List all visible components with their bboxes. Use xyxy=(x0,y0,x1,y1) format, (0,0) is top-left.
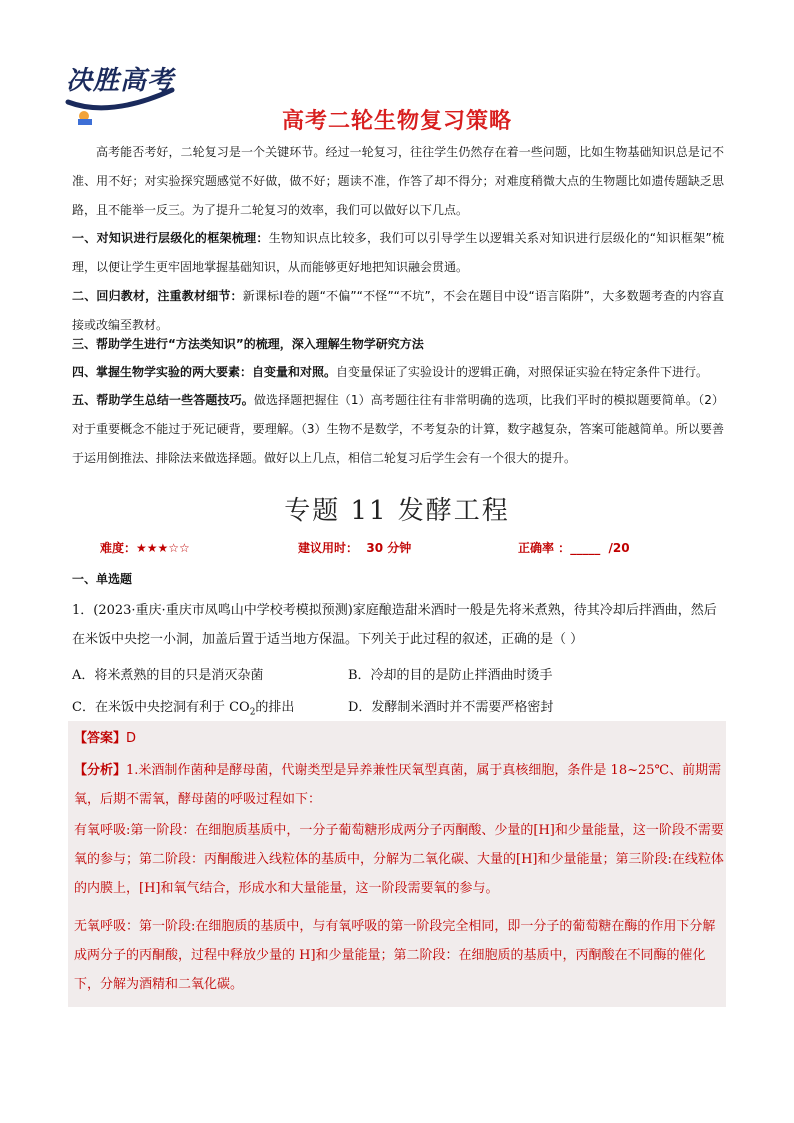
suggested-time xyxy=(298,539,411,556)
time-label: 建议用时： xyxy=(298,541,359,555)
option-c-text: C．在米饭中央挖洞有利于 CO xyxy=(72,700,250,715)
option-c-suffix: 的排出 xyxy=(255,700,295,715)
accuracy-blank: _____ xyxy=(570,541,601,555)
difficulty xyxy=(100,539,190,556)
anaerobic-respiration: 无氧呼吸：第一阶段:在细胞质的基质中，与有氧呼吸的第一阶段完全相同，即一分子的葡萄糖在酶的作用下分解成两分子的丙酮酸，过程中释放少量的 H]和少量能量；第二阶段：在细胞质的基质中，丙酮酸在不同酶的催化下，分解为酒精和二氧化碳。 xyxy=(74,919,716,992)
option-b[interactable]: B．冷却的目的是防止拌酒曲时烫手 xyxy=(348,668,553,683)
accuracy-total: /20 xyxy=(608,541,630,555)
question-stem: 1．(2023·重庆·重庆市凤鸣山中学校考模拟预测)家庭酿造甜米酒时一般是先将米煮熟，待其冷却后拌酒曲，然后在米饭中央挖一小洞，加盖后置于适当地方保温。下列关于此过程的叙述，正确的是（ ） xyxy=(72,603,717,647)
point-1 xyxy=(72,224,724,282)
answer-line xyxy=(74,724,724,753)
point-3 xyxy=(72,330,724,359)
option-d[interactable]: D．发酵制米酒时并不需要严格密封 xyxy=(348,700,554,715)
page-title: 高考二轮生物复习策略 xyxy=(281,109,512,134)
intro-paragraph: 高考能否考好，二轮复习是一个关键环节。经过一轮复习，往往学生仍然存在着一些问题，比如生物基础知识总是记不准、用不好；对实验探究题感觉不好做，做不好；题读不准，作答了却不得分；对难度稍微大点的生物题比如遗传题缺乏思路，且不能举一反三。为了提升二轮复习的效率，我们可以做好以下几点。 xyxy=(72,145,724,217)
point-5 xyxy=(72,386,724,473)
part-heading: 一、单选题 xyxy=(72,572,133,586)
section-title: 专题 11 发酵工程 xyxy=(284,496,510,526)
point-1-lead: 一、对知识进行层级化的框架梳理： xyxy=(72,231,269,245)
point-3-lead: 三、帮助学生进行“方法类知识”的梳理，深入理解生物学研究方法 xyxy=(72,337,424,351)
point-5-body: 做选择题把握住（1）高考题往往有非常明确的选项，比我们平时的模拟题要简单。（2）对于重要概念不能过于死记硬背，要理解。（3）生物不是数学，不考复杂的计算，数字越复杂，答案可能越简单。所以要善于运用倒推法、排除法来做选择题。做好以上几点，相信二轮复习后学生会有一个很大的提升。 xyxy=(72,393,724,465)
accuracy-label: 正确率 ： xyxy=(518,541,571,555)
accuracy xyxy=(518,539,630,556)
option-c[interactable] xyxy=(72,696,294,718)
point-2-lead: 二、回归教材，注重教材细节： xyxy=(72,289,243,303)
analysis-intro-text: 1.米酒制作菌种是酵母菌，代谢类型是异养兼性厌氧型真菌，属于真核细胞，条件是 18~25℃、前期需氧，后期不需氧，酵母菌的呼吸过程如下： xyxy=(74,763,722,807)
analysis-intro xyxy=(74,756,724,814)
difficulty-label: 难度： xyxy=(100,541,137,555)
logo-text: 决胜高考 xyxy=(66,66,175,96)
point-4-body: 自变量保证了实验设计的逻辑正确，对照保证实验在特定条件下进行。 xyxy=(336,365,709,379)
aerobic-respiration: 有氧呼吸:第一阶段：在细胞质基质中，一分子葡萄糖形成两分子丙酮酸、少量的[H]和少量能量，这一阶段不需要氧的参与；第二阶段：丙酮酸进入线粒体的基质中，分解为二氧化碳、大量的[H]和少量能量；第三阶段:在线粒体的内膜上，[H]和氧气结合，形成水和大量能量，这一阶段需要氧的参与。 xyxy=(74,823,724,896)
analysis-label: 【分析】 xyxy=(74,763,127,778)
option-c-subscript: 2 xyxy=(249,707,256,718)
point-2-body: 新课标Ⅰ卷的题“不偏”“不怪”“不坑”，不会在题目中设“语言陷阱”，大多数题考查的内容直接或改编至教材。 xyxy=(72,289,724,332)
time-value: 30 分钟 xyxy=(366,541,412,555)
option-a[interactable]: A．将米煮熟的目的只是消灭杂菌 xyxy=(72,668,264,683)
point-4 xyxy=(72,358,724,387)
point-4-lead: 四、掌握生物学实验的两大要素：自变量和对照。 xyxy=(72,365,337,379)
difficulty-stars: ★★★☆☆ xyxy=(136,541,190,555)
point-1-body: 生物知识点比较多，我们可以引导学生以逻辑关系对知识进行层级化的“知识框架”梳理，以便让学生更牢固地掌握基础知识，从而能够更好地把知识融会贯通。 xyxy=(72,231,724,274)
answer-value: D xyxy=(126,731,137,746)
answer-label: 【答案】 xyxy=(74,731,127,746)
point-5-lead: 五、帮助学生总结一些答题技巧。 xyxy=(72,393,254,407)
